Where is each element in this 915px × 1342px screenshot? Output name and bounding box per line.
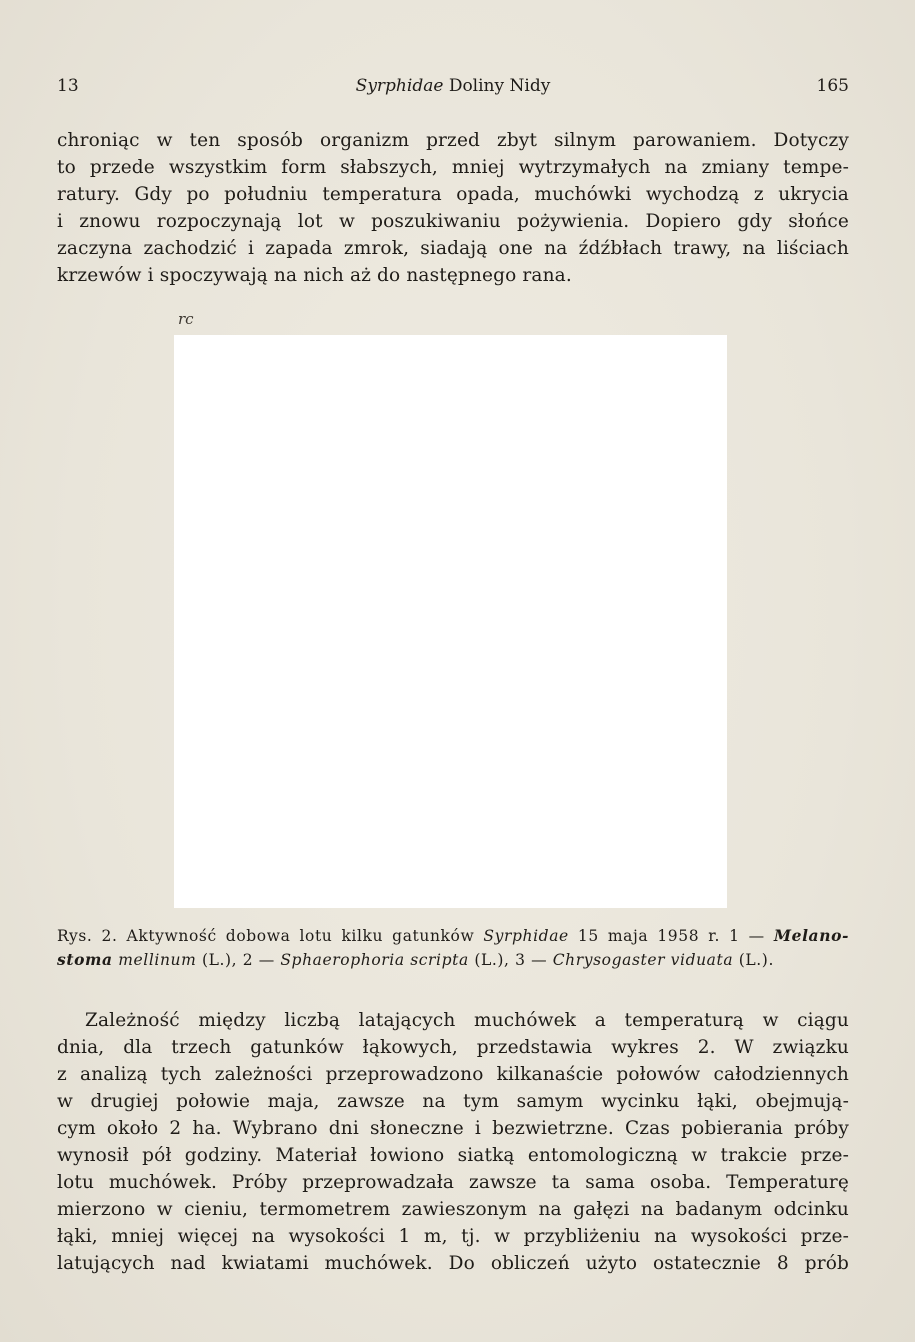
figure-caption <box>57 924 849 972</box>
caption-prefix: Rys. 2. Aktywność dobowa lotu kilku gatunków <box>57 927 475 945</box>
figure-axis-mark: rc <box>178 310 194 328</box>
text-line: krzewów i spoczywają na nich aż do następnego rana. <box>57 265 572 286</box>
caption-author-3: (L.). <box>738 951 774 969</box>
text-line: wynosił pół godziny. Materiał łowiono siatką entomologiczną w trakcie prze- <box>57 1145 849 1166</box>
caption-author-2: (L.), 3 — <box>474 951 548 969</box>
caption-species-3: Chrysogaster viduata <box>552 951 734 969</box>
text-line: cym około 2 ha. Wybrano dni słoneczne i bezwietrzne. Czas pobierania próby <box>57 1118 849 1139</box>
running-title-rest: Doliny Nidy <box>448 76 551 96</box>
text-line: mierzono w cieniu, termometrem zawieszonym na gałęzi na badanym odcinku <box>57 1199 849 1220</box>
paragraph-1 <box>57 127 849 289</box>
text-line: ratury. Gdy po południu temperatura opada, muchówki wychodzą z ukrycia <box>57 184 849 205</box>
paragraph-2 <box>57 1007 849 1277</box>
caption-author-1: (L.), 2 — <box>201 951 275 969</box>
text-line: latujących nad kwiatami muchówek. Do obliczeń użyto ostatecznie 8 prób <box>57 1253 849 1274</box>
text-line: to przede wszystkim form słabszych, mniej wytrzymałych na zmiany tempe- <box>57 157 849 178</box>
caption-line-1 <box>57 924 849 948</box>
running-head <box>57 72 849 100</box>
text-line: i znowu rozpoczynają lot w poszukiwaniu pożywienia. Dopiero gdy słońce <box>57 211 849 232</box>
text-line: chroniąc w ten sposób organizm przed zbyt silnym parowaniem. Dotyczy <box>57 130 849 151</box>
running-title-family: Syrphidae <box>355 76 444 96</box>
running-title <box>57 76 849 96</box>
text-line: z analizą tych zależności przeprowadzono kilkanaście połowów całodziennych <box>57 1064 849 1085</box>
caption-species-1b: stoma <box>57 950 113 969</box>
text-line: dnia, dla trzech gatunków łąkowych, przedstawia wykres 2. W związku <box>57 1037 849 1058</box>
text-line: zaczyna zachodzić i zapada zmrok, siadają one na źdźbłach trawy, na liściach <box>57 238 849 259</box>
caption-date: 15 maja 1958 r. 1 — <box>577 927 765 945</box>
page-number: 165 <box>816 76 849 96</box>
caption-family: Syrphidae <box>483 927 569 945</box>
caption-line-2 <box>57 948 849 972</box>
issue-number: 13 <box>57 76 79 96</box>
text-line: lotu muchówek. Próby przeprowadzała zawsze ta sama osoba. Temperaturę <box>57 1172 849 1193</box>
text-line: Zależność między liczbą latających muchówek a temperaturą w ciągu <box>85 1010 849 1031</box>
caption-species-1a: Melano- <box>773 926 849 945</box>
text-line: w drugiej połowie maja, zawsze na tym samym wycinku łąki, obejmują- <box>57 1091 849 1112</box>
text-line: łąki, mniej więcej na wysokości 1 m, tj. w przybliżeniu na wysokości prze- <box>57 1226 849 1247</box>
caption-species-2: Sphaerophoria scripta <box>280 951 469 969</box>
figure-image-blank <box>174 335 727 908</box>
caption-species-1c: mellinum <box>118 951 197 969</box>
